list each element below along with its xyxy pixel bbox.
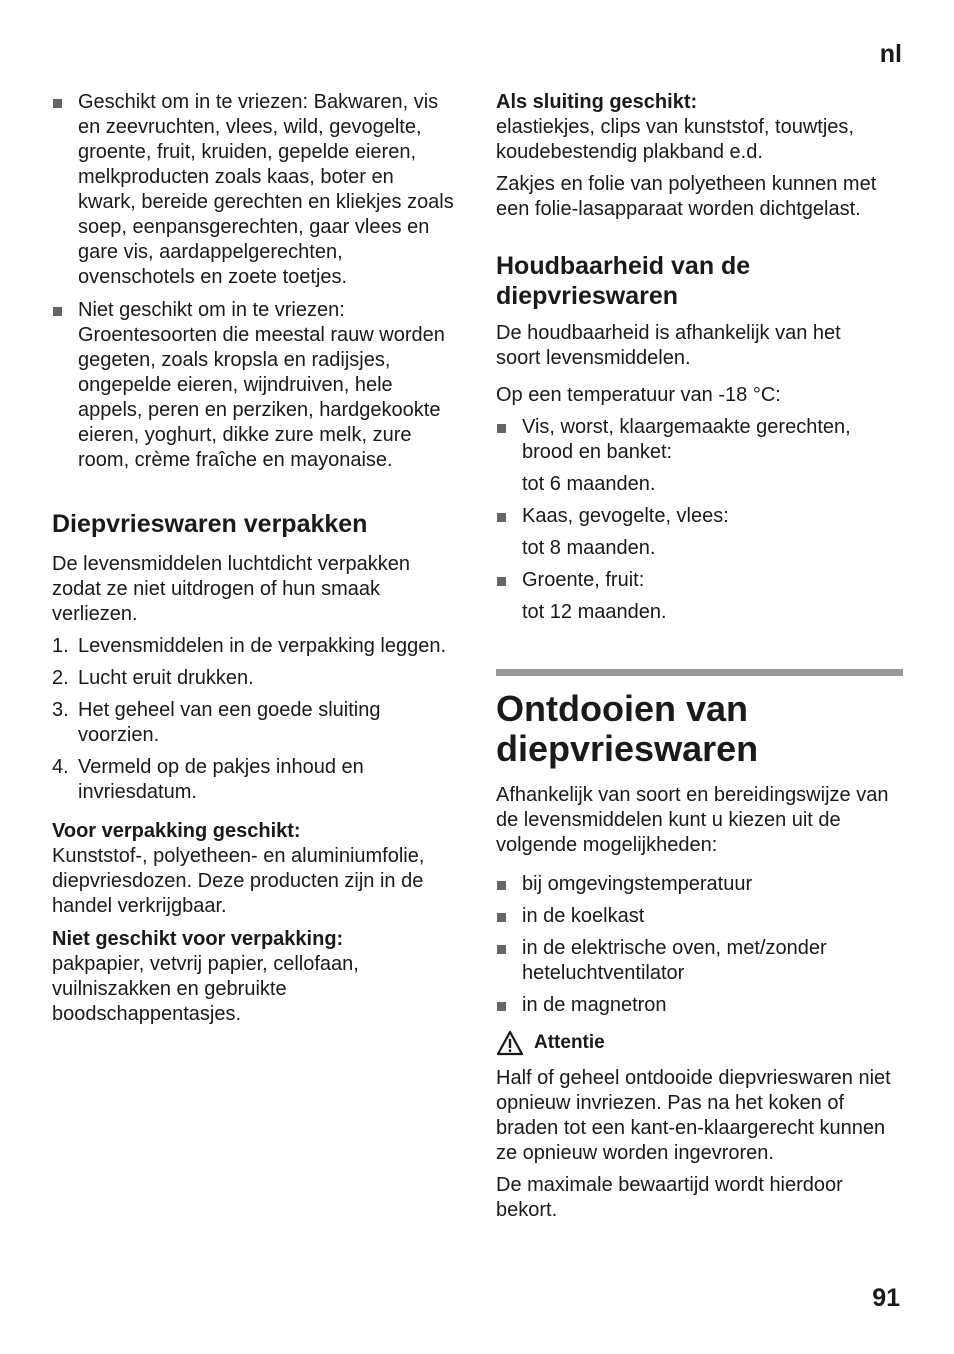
list-item [496, 415, 904, 497]
attention-label: Attentie [534, 1032, 605, 1053]
step-text: Lucht eruit drukken. [78, 667, 254, 689]
suitable-packaging [52, 819, 457, 919]
step-text: Levensmiddelen in de verpakking leggen. [78, 635, 447, 657]
shelf-life-intro: De houdbaarheid is afhankelijk van het soort levensmiddelen. [496, 322, 841, 369]
closure-suitable [496, 90, 904, 165]
list-item: bij omgevingstemperatuur [496, 872, 904, 897]
bags-text: Zakjes en folie van polyetheen kunnen met een folie-lasapparaat worden dichtgelast. [496, 173, 877, 220]
step-number: 3. [52, 699, 69, 721]
step-number: 2. [52, 667, 69, 689]
suitable-packaging-text: Kunststof-, polyetheen- en aluminiumfolie, diepvriesdozen. Deze producten zijn in de handel verkrijgbaar. [52, 845, 425, 917]
unsuitable-packaging [52, 927, 457, 1027]
shelf-item-duration: tot 8 maanden. [522, 537, 656, 559]
square-bullet-icon [497, 424, 506, 433]
left-column [52, 90, 457, 1027]
storage-text: De maximale bewaartijd wordt hierdoor bekort. [496, 1174, 843, 1221]
section-heading-shelf-life: Houdbaarheid van de diepvrieswaren [496, 252, 751, 310]
step-number: 4. [52, 756, 69, 778]
shelf-item-text: Groente, fruit: [522, 569, 645, 591]
square-bullet-icon [53, 307, 62, 316]
step-text: Het geheel van een goede sluiting voorzien. [78, 699, 381, 746]
section-heading-thawing: Ontdooien van diepvrieswaren [496, 688, 759, 769]
section-divider [496, 669, 903, 676]
step-text: Vermeld op de pakjes inhoud en invriesdatum. [78, 756, 364, 803]
shelf-item-duration: tot 12 maanden. [522, 601, 667, 623]
square-bullet-icon [497, 945, 506, 954]
unsuitable-packaging-label: Niet geschikt voor verpakking: [52, 928, 344, 950]
closure-label: Als sluiting geschikt: [496, 91, 698, 113]
shelf-item-text: Vis, worst, klaargemaakte gerechten, brood en banket: [522, 416, 851, 463]
thawing-intro: Afhankelijk van soort en bereidingswijze van de levensmiddelen kunt u kiezen uit de volgende mogelijkheden: [496, 784, 889, 856]
shelf-item-text: Kaas, gevogelte, vlees: [522, 505, 729, 527]
attention-text: Half of geheel ontdooide diepvrieswaren niet opnieuw invriezen. Pas na het koken of braden tot een kant-en-klaargerecht kunnen ze opnieuw worden ingevroren. [496, 1067, 891, 1164]
list-item: Niet geschikt om in te vriezen: Groentesoorten die meestal rauw worden gegeten, zoals kropsla en radijsjes, ongepelde eieren, wijndruiven, hele appels, peren en perziken, hardgekookte eieren, yoghurt, dikke zure melk, zure room, crème fraîche en mayonaise. [52, 298, 457, 473]
language-tag: nl [879, 40, 902, 68]
square-bullet-icon [497, 577, 506, 586]
unsuitable-packaging-text: pakpapier, vetvrij papier, cellofaan, vuilniszakken en gebruikte boodschappentasjes. [52, 953, 359, 1025]
square-bullet-icon [497, 1002, 506, 1011]
square-bullet-icon [497, 913, 506, 922]
step-item [52, 698, 457, 748]
packaging-steps [52, 634, 457, 805]
suitable-packaging-label: Voor verpakking geschikt: [52, 820, 301, 842]
freezing-suitability-list [52, 90, 457, 473]
thawing-options-list [496, 872, 904, 1018]
warning-triangle-icon [496, 1030, 524, 1056]
list-item: in de koelkast [496, 904, 904, 929]
step-item [52, 666, 457, 691]
right-column [496, 90, 904, 1223]
shelf-item-duration: tot 6 maanden. [522, 473, 656, 495]
temperature-text: Op een temperatuur van -18 °C: [496, 384, 781, 406]
page-number: 91 [872, 1284, 900, 1312]
square-bullet-icon [497, 881, 506, 890]
list-item: in de elektrische oven, met/zonder heteluchtventilator [496, 936, 904, 986]
square-bullet-icon [497, 513, 506, 522]
list-item [496, 568, 904, 625]
section-heading-packaging: Diepvrieswaren verpakken [52, 510, 368, 538]
attention-header [496, 1030, 904, 1056]
list-item: Geschikt om in te vriezen: Bakwaren, vis en zeevruchten, vlees, wild, gevogelte, groente, fruit, kruiden, gepelde eieren, melkproducten zoals kaas, boter en kwark, bereide gerechten en kliekjes zoals soep, eenpansgerechten, gaar vlees en gare vis, aardappelgerechten, ovenschotels en zoete toetjes. [52, 90, 457, 290]
list-item: in de magnetron [496, 993, 904, 1018]
list-item [496, 504, 904, 561]
square-bullet-icon [53, 99, 62, 108]
step-item [52, 755, 457, 805]
step-item [52, 634, 457, 659]
step-number: 1. [52, 635, 69, 657]
packaging-intro: De levensmiddelen luchtdicht verpakken zodat ze niet uitdrogen of hun smaak verliezen. [52, 553, 410, 625]
shelf-life-list [496, 415, 904, 625]
closure-text: elastiekjes, clips van kunststof, touwtjes, koudebestendig plakband e.d. [496, 116, 854, 163]
